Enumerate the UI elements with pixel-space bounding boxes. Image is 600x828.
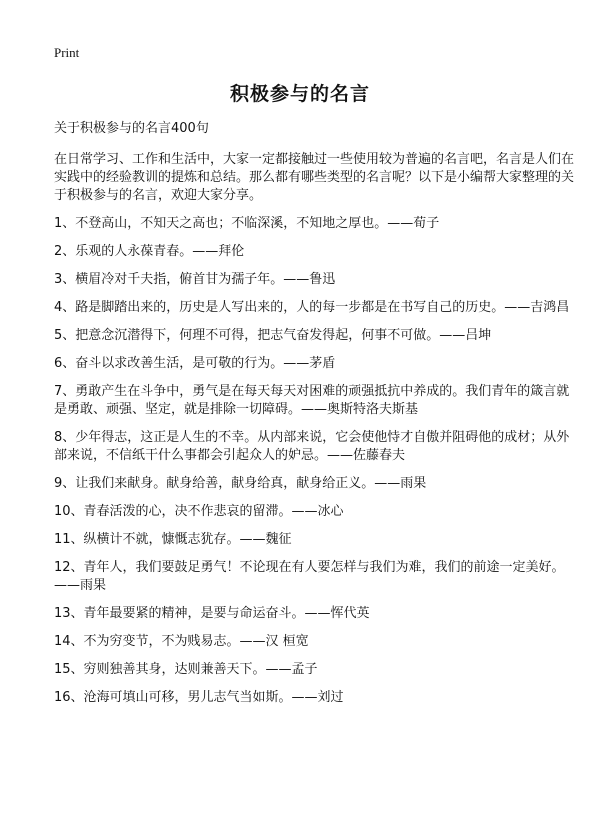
quote-item: 3、横眉冷对千夫指，俯首甘为孺子年。——鲁迅 (54, 272, 336, 287)
quote-item: 7、勇敢产生在斗争中，勇气是在每天每天对困难的顽强抵抗中养成的。我们青年的箴言就是勇敢、顽强、坚定，就是排除一切障碍。——奥斯特洛夫斯基 (54, 384, 570, 417)
intro-paragraph: 在日常学习、工作和生活中，大家一定都接触过一些使用较为普遍的名言吧，名言是人们在实践中的经验教训的提炼和总结。那么都有哪些类型的名言呢？以下是小编帮大家整理的关于积极参与的名言，欢迎大家分享。 (54, 152, 575, 203)
quote-item: 10、青春活泼的心，决不作悲哀的留滞。——冰心 (54, 504, 344, 519)
print-link[interactable]: Print (54, 45, 80, 60)
quote-item: 1、不登高山，不知天之高也；不临深溪，不知地之厚也。——荀子 (54, 216, 440, 231)
quote-item: 15、穷则独善其身，达则兼善天下。——孟子 (54, 662, 318, 677)
quote-item: 14、不为穷变节，不为贱易志。——汉 桓宽 (54, 634, 309, 649)
quote-item: 13、青年最要紧的精神，是要与命运奋斗。——恽代英 (54, 606, 370, 621)
quote-item: 12、青年人，我们要鼓足勇气！不论现在有人要怎样与我们为难，我们的前途一定美好。——雨果 (54, 560, 565, 593)
quote-item: 16、沧海可填山可移，男儿志气当如斯。——刘过 (54, 690, 344, 705)
page-subtitle: 关于积极参与的名言400句 (54, 121, 209, 136)
quote-item: 5、把意念沉潜得下，何理不可得，把志气奋发得起，何事不可做。——吕坤 (54, 328, 492, 343)
quote-item: 11、纵横计不就，慷慨志犹存。——魏征 (54, 532, 292, 547)
page-title: 积极参与的名言 (229, 83, 370, 105)
article-content (54, 151, 576, 717)
quote-item: 2、乐观的人永葆青春。——拜伦 (54, 244, 245, 259)
quote-item: 9、让我们来献身。献身给善，献身给真，献身给正义。——雨果 (54, 476, 427, 491)
quote-item: 6、奋斗以求改善生活，是可敬的行为。——茅盾 (54, 356, 336, 371)
quote-item: 8、少年得志，这正是人生的不幸。从内部来说，它会使他恃才自傲并阻碍他的成材；从外部来说，不信纸干什么事都会引起众人的妒忌。——佐藤春夫 (54, 430, 570, 463)
quote-item: 4、路是脚踏出来的，历史是人写出来的，人的每一步都是在书写自己的历史。——吉鸿昌 (54, 300, 570, 315)
